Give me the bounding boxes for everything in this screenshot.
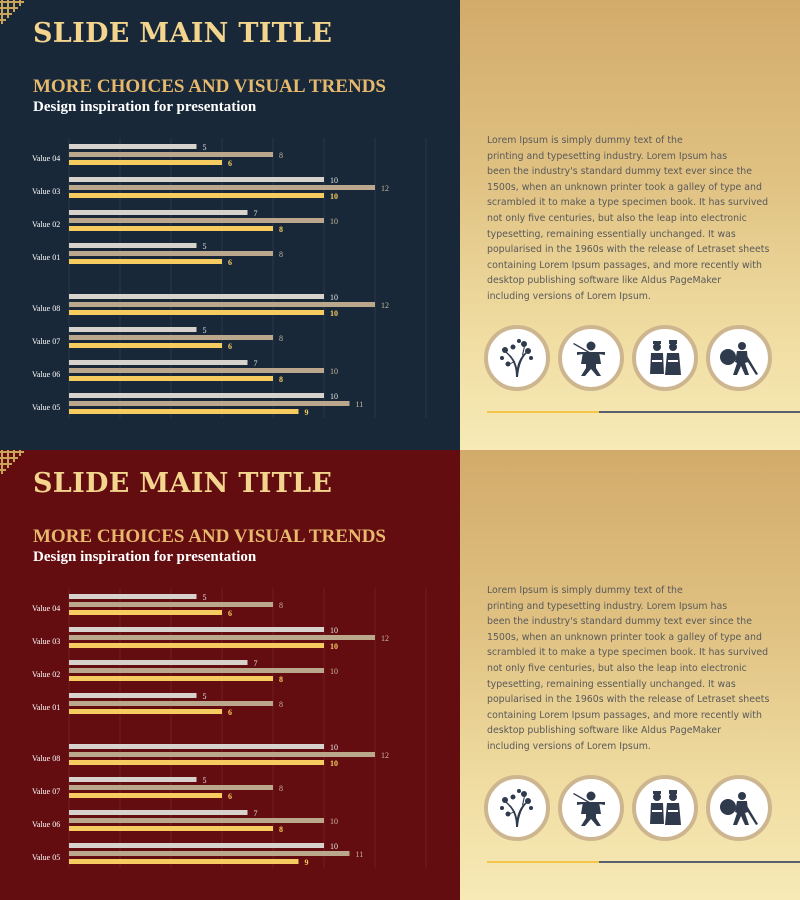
chart-data-label: 12: [381, 634, 389, 643]
body-line: popularised in the 1960s with the release of Letraset sheets: [487, 694, 770, 706]
body-line: scrambled it to make a type specimen book. It has survived: [487, 647, 769, 659]
chart-data-label: 12: [381, 751, 389, 760]
chart-bar: [69, 243, 197, 248]
chart-data-label: 7: [253, 359, 258, 368]
chart-data-label: 10: [330, 293, 338, 302]
chart-data-label: 6: [228, 609, 232, 618]
corner-ornament-icon: [0, 450, 26, 476]
swordsman-icon: [558, 775, 624, 841]
body-line: typesetting, remaining essentially unchanged. It was: [487, 678, 736, 690]
chart-bar: [69, 152, 273, 157]
chart-data-label: 8: [279, 334, 283, 343]
body-line: containing Lorem Ipsum passages, and more recently with: [487, 259, 762, 271]
chart-category-label: Value 02: [32, 670, 61, 679]
chart-bar: [69, 310, 324, 315]
chart-data-label: 10: [330, 642, 338, 651]
chart-data-label: 5: [202, 776, 207, 785]
bar-chart: [0, 138, 460, 423]
chart-bar: [69, 602, 273, 607]
chart-data-label: 10: [330, 759, 338, 768]
chart-data-label: 10: [330, 667, 338, 676]
swordsman-icon: [558, 325, 624, 391]
chart-category-label: Value 05: [32, 853, 61, 862]
body-line: typesetting, remaining essentially unchanged. It was: [487, 228, 736, 240]
left-panel: [0, 450, 460, 900]
chart-category-label: Value 02: [32, 220, 61, 229]
chart-bar: [69, 676, 273, 681]
slide-subtitle: MORE CHOICES AND VISUAL TRENDS: [33, 76, 386, 97]
chart-data-label: 6: [228, 258, 232, 267]
body-line: scrambled it to make a type specimen book. It has survived: [487, 197, 769, 209]
chart-bar: [69, 360, 248, 365]
chart-bar: [69, 335, 273, 340]
chart-bar: [69, 752, 375, 757]
chart-data-label: 9: [304, 408, 309, 417]
couple-icon: [632, 325, 698, 391]
chart-bar: [69, 660, 248, 665]
body-paragraph: [487, 133, 787, 305]
body-line: popularised in the 1960s with the release of Letraset sheets: [487, 244, 770, 256]
chart-data-label: 10: [330, 392, 338, 401]
chart-bar: [69, 393, 324, 398]
chart-data-label: 6: [228, 342, 232, 351]
right-panel: [460, 0, 800, 450]
chart-data-label: 10: [330, 367, 338, 376]
body-line: Lorem Ipsum is simply dummy text of the: [487, 135, 683, 146]
chart-bar: [69, 643, 324, 648]
chart-data-label: 5: [202, 326, 207, 335]
chart-category-label: Value 01: [32, 703, 61, 712]
chart-bar: [69, 744, 324, 749]
chart-bar: [69, 668, 324, 673]
icon-row: [484, 775, 774, 841]
chart-bar: [69, 251, 273, 256]
chart-bar: [69, 760, 324, 765]
chart-data-label: 8: [279, 700, 283, 709]
chart-category-label: Value 06: [32, 370, 61, 379]
chart-category-label: Value 07: [32, 337, 61, 346]
chart-bar: [69, 185, 375, 190]
chart-data-label: 10: [330, 309, 338, 318]
chart-bar: [69, 226, 273, 231]
chart-bar: [69, 859, 299, 864]
chart-bar: [69, 376, 273, 381]
chart-bar: [69, 610, 222, 615]
body-line: desktop publishing software like Aldus PageMaker: [487, 725, 722, 737]
body-line: not only five centuries, but also the leap into electronic: [487, 662, 747, 674]
chart-data-label: 7: [253, 209, 258, 218]
chart-bar: [69, 259, 222, 264]
body-line: not only five centuries, but also the leap into electronic: [487, 212, 747, 224]
chart-bar: [69, 826, 273, 831]
corner-ornament-icon: [0, 0, 26, 26]
chart-bar: [69, 218, 324, 223]
body-line: 1500s, when an unknown printer took a galley of type and: [487, 631, 762, 643]
chart-data-label: 8: [279, 825, 283, 834]
chart-bar: [69, 401, 350, 406]
chart-data-label: 8: [279, 375, 283, 384]
plum-blossom-icon: [484, 325, 550, 391]
chart-bar: [69, 785, 273, 790]
chart-bar: [69, 368, 324, 373]
chart-bar: [69, 160, 222, 165]
slide-crimson: [0, 450, 800, 900]
chart-bar: [69, 701, 273, 706]
chart-category-label: Value 06: [32, 820, 61, 829]
chart-data-label: 11: [355, 850, 364, 859]
chart-data-label: 10: [330, 743, 338, 752]
warrior-shield-icon: [706, 325, 772, 391]
chart-data-label: 6: [228, 708, 232, 717]
chart-category-label: Value 04: [32, 604, 61, 613]
couple-icon: [632, 775, 698, 841]
body-line: been the industry's standard dummy text ever since the: [487, 166, 752, 178]
chart-bar: [69, 818, 324, 823]
chart-bar: [69, 793, 222, 798]
accent-divider: [487, 861, 800, 863]
chart-data-label: 12: [381, 184, 389, 193]
chart-bar: [69, 144, 197, 149]
chart-bar: [69, 327, 197, 332]
chart-category-label: Value 03: [32, 637, 61, 646]
chart-category-label: Value 01: [32, 253, 61, 262]
left-panel: [0, 0, 460, 450]
chart-bar: [69, 851, 350, 856]
chart-bar: [69, 193, 324, 198]
chart-data-label: 12: [381, 301, 389, 310]
chart-bar: [69, 302, 375, 307]
chart-category-label: Value 08: [32, 754, 61, 763]
chart-bar: [69, 409, 299, 414]
chart-data-label: 11: [355, 400, 364, 409]
chart-data-label: 5: [202, 593, 207, 602]
chart-bar: [69, 635, 375, 640]
chart-bar: [69, 709, 222, 714]
slide-main-title: SLIDE MAIN TITLE: [33, 18, 333, 49]
slide-main-title: SLIDE MAIN TITLE: [33, 468, 333, 499]
chart-data-label: 8: [279, 601, 283, 610]
chart-data-label: 8: [279, 225, 283, 234]
chart-bar: [69, 627, 324, 632]
plum-blossom-icon: [484, 775, 550, 841]
chart-bar: [69, 843, 324, 848]
chart-data-label: 10: [330, 217, 338, 226]
chart-data-label: 6: [228, 159, 232, 168]
body-line: printing and typesetting industry. Lorem Ipsum has: [487, 150, 728, 162]
right-panel: [460, 450, 800, 900]
accent-divider: [487, 411, 800, 413]
chart-data-label: 7: [253, 809, 258, 818]
chart-bar: [69, 294, 324, 299]
chart-data-label: 10: [330, 817, 338, 826]
chart-data-label: 10: [330, 192, 338, 201]
body-line: including versions of Lorem Ipsum.: [487, 740, 651, 752]
body-line: been the industry's standard dummy text ever since the: [487, 616, 752, 628]
body-line: Lorem Ipsum is simply dummy text of the: [487, 585, 683, 596]
slide-tagline: Design inspiration for presentation: [33, 549, 257, 565]
chart-category-label: Value 05: [32, 403, 61, 412]
chart-bar: [69, 210, 248, 215]
body-line: including versions of Lorem Ipsum.: [487, 290, 651, 302]
chart-category-label: Value 07: [32, 787, 61, 796]
chart-data-label: 10: [330, 842, 338, 851]
body-line: printing and typesetting industry. Lorem Ipsum has: [487, 600, 728, 612]
icon-row: [484, 325, 774, 391]
bar-chart: [0, 588, 460, 873]
chart-data-label: 5: [202, 242, 207, 251]
chart-data-label: 7: [253, 659, 258, 668]
slide-subtitle: MORE CHOICES AND VISUAL TRENDS: [33, 526, 386, 547]
chart-data-label: 10: [330, 626, 338, 635]
chart-data-label: 10: [330, 176, 338, 185]
warrior-shield-icon: [706, 775, 772, 841]
chart-data-label: 8: [279, 250, 283, 259]
chart-data-label: 5: [202, 143, 207, 152]
chart-data-label: 8: [279, 784, 283, 793]
chart-data-label: 9: [304, 858, 309, 867]
body-line: 1500s, when an unknown printer took a galley of type and: [487, 181, 762, 193]
chart-bar: [69, 177, 324, 182]
chart-data-label: 6: [228, 792, 232, 801]
body-line: desktop publishing software like Aldus PageMaker: [487, 275, 722, 287]
chart-bar: [69, 343, 222, 348]
chart-bar: [69, 693, 197, 698]
body-paragraph: [487, 583, 787, 755]
body-line: containing Lorem Ipsum passages, and more recently with: [487, 709, 762, 721]
chart-bar: [69, 594, 197, 599]
chart-category-label: Value 08: [32, 304, 61, 313]
chart-data-label: 5: [202, 692, 207, 701]
slide-tagline: Design inspiration for presentation: [33, 99, 257, 115]
chart-category-label: Value 03: [32, 187, 61, 196]
chart-data-label: 8: [279, 151, 283, 160]
chart-category-label: Value 04: [32, 154, 61, 163]
chart-bar: [69, 777, 197, 782]
chart-data-label: 8: [279, 675, 283, 684]
chart-bar: [69, 810, 248, 815]
